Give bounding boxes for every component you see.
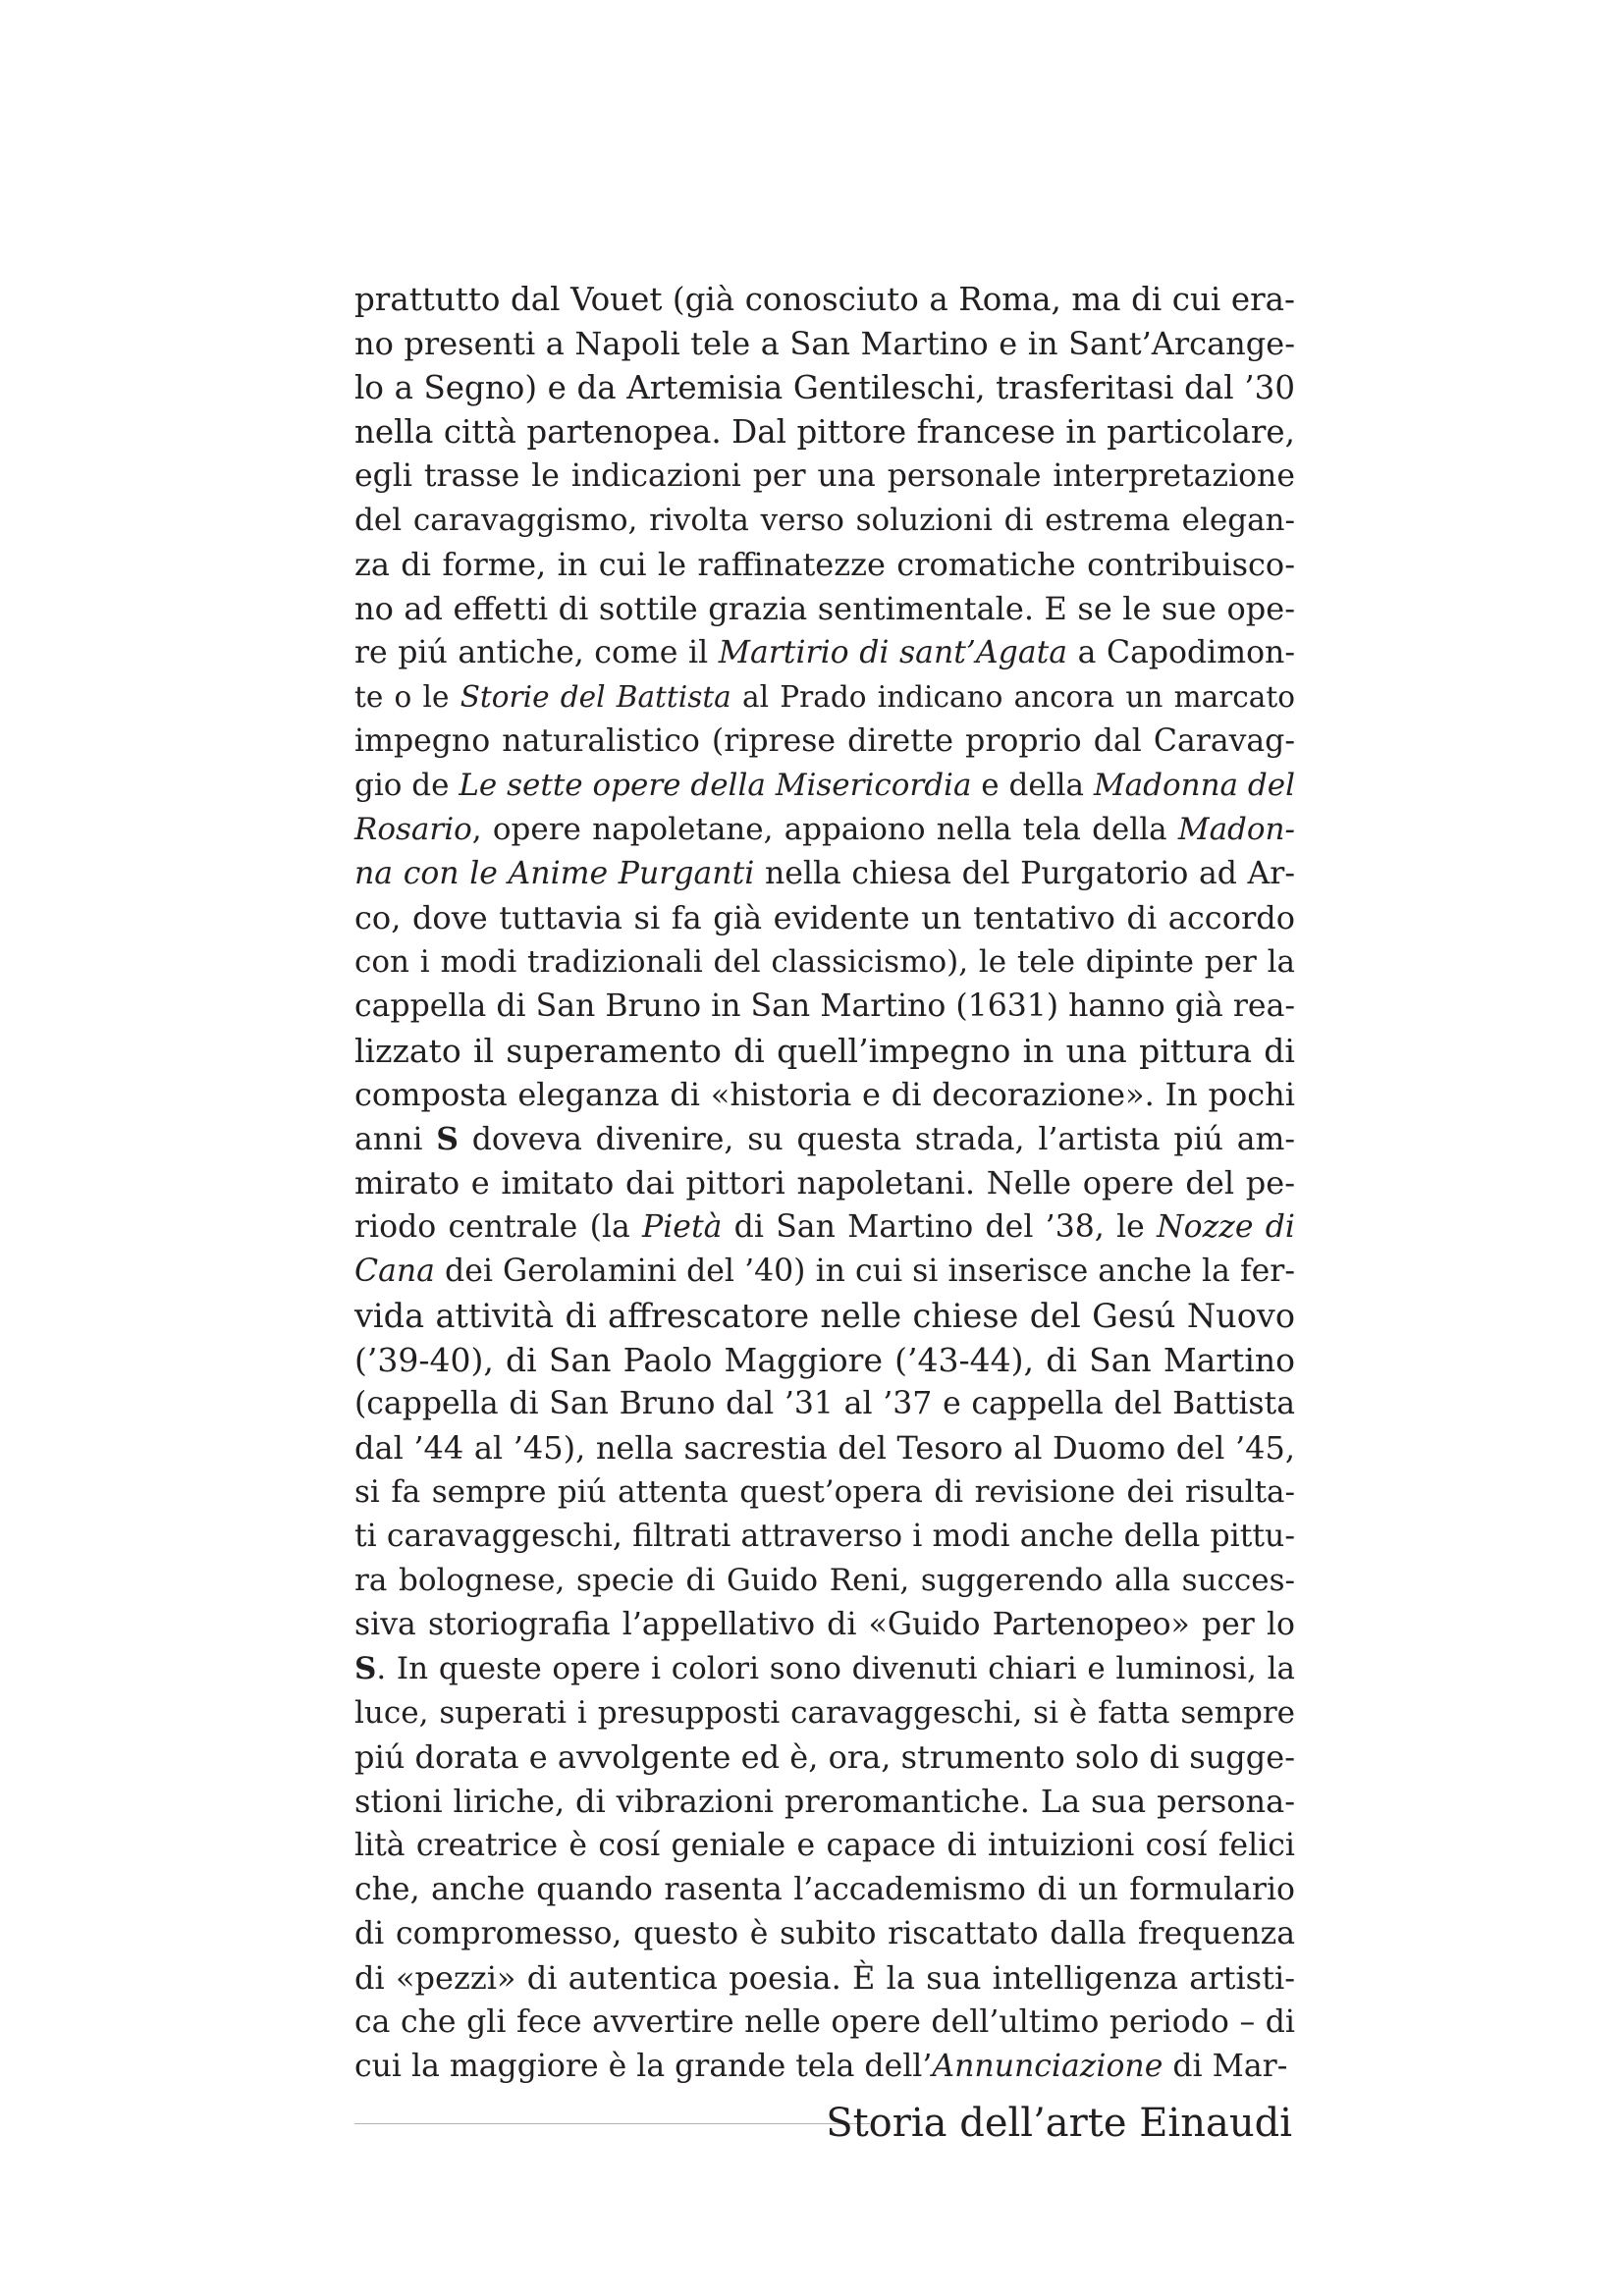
text-segment: impegno naturalistico (riprese dirette proprio dal Caravag- <box>354 723 1295 759</box>
text-segment: lo a Segno) e da Artemisia Gentileschi, trasferitasi dal ’30 <box>354 369 1295 406</box>
italic-text: Cana <box>354 1254 435 1289</box>
italic-text: Madon- <box>1177 812 1295 847</box>
text-segment: e della <box>971 768 1094 803</box>
text-line <box>354 1250 1295 1294</box>
footer-title: Storia dell’arte Einaudi <box>826 2101 1292 2146</box>
text-segment: riodo centrale (la <box>354 1209 643 1245</box>
text-line <box>354 1868 1295 1912</box>
text-line <box>354 366 1295 410</box>
text-line <box>354 1205 1295 1250</box>
italic-text: Madonna del <box>1093 768 1295 803</box>
text-segment: luce, superati i presupposti caravaggeschi, si è fatta sempre <box>354 1695 1295 1731</box>
text-segment: che, anche quando rasenta l’accademismo di un formulario <box>354 1872 1295 1907</box>
text-line <box>354 1515 1295 1559</box>
text-line <box>354 1382 1295 1426</box>
text-segment: nella città partenopea. Dal pittore francese in particolare, <box>354 413 1295 451</box>
text-line <box>354 1647 1295 1691</box>
text-line <box>354 764 1295 808</box>
text-line <box>354 675 1295 720</box>
text-segment: ra bolognese, specie di Guido Reni, suggerendo alla succes- <box>354 1563 1295 1598</box>
text-segment: piú dorata e avvolgente ed è, ora, strumento solo di sugge- <box>354 1738 1295 1776</box>
text-line <box>354 1117 1295 1161</box>
text-line <box>354 2045 1295 2089</box>
text-segment: cui la maggiore è la grande tela dell’ <box>354 2049 933 2084</box>
text-segment: no presenti a Napoli tele a San Martino e in Sant’Arcange- <box>354 325 1295 362</box>
text-segment: si fa sempre piú attenta quest’opera di revisione dei risulta- <box>354 1474 1295 1510</box>
text-segment: al Prado indicano ancora un marcato <box>730 680 1295 714</box>
text-segment: dal ’44 al ’45), nella sacrestia del Tesoro al Duomo del ’45, <box>354 1429 1295 1467</box>
text-line <box>354 2001 1295 2045</box>
text-line <box>354 1161 1295 1205</box>
text-line <box>354 1735 1295 1780</box>
bold-text: S <box>436 1121 459 1157</box>
text-segment: stioni liriche, di vibrazioni preromantiche. La sua persona- <box>354 1783 1295 1820</box>
text-line <box>354 1912 1295 1956</box>
text-segment: siva storiografia l’appellativo di «Guido Partenopeo» per lo <box>354 1607 1295 1642</box>
text-segment: prattutto dal Vouet (già conosciuto a Roma, ma di cui era- <box>354 281 1295 318</box>
text-segment: re piú antiche, come il <box>354 635 719 670</box>
text-line <box>354 1603 1295 1647</box>
text-segment: te o le <box>354 680 460 714</box>
text-line <box>354 1780 1295 1824</box>
text-line <box>354 278 1295 322</box>
text-line <box>354 1559 1295 1603</box>
text-segment: di Mar- <box>1163 2049 1288 2084</box>
body-text <box>354 278 1295 2089</box>
italic-text: Annunciazione <box>932 2049 1163 2084</box>
text-line <box>354 940 1295 985</box>
text-line <box>354 1691 1295 1735</box>
text-segment: del caravaggismo, rivolta verso soluzioni di estrema elegan- <box>354 503 1295 538</box>
text-segment: di «pezzi» di autentica poesia. È la sua intelligenza artisti- <box>354 1959 1295 1997</box>
text-line <box>354 1029 1295 1073</box>
text-segment: di San Martino del ’38, le <box>722 1209 1158 1245</box>
text-segment: vida attività di affrescatore nelle chiese del Gesú Nuovo <box>354 1297 1295 1335</box>
text-line <box>354 896 1295 940</box>
text-segment: lizzato il superamento di quell’impegno in una pittura di <box>354 1032 1295 1070</box>
text-segment: (cappella di San Bruno dal ’31 al ’37 e cappella del Battista <box>354 1386 1295 1421</box>
text-segment: di compromesso, questo è subito riscattato dalla frequenza <box>354 1916 1295 1951</box>
text-segment: (’39-40), di San Paolo Maggiore (’43-44), di San Martino <box>354 1341 1295 1379</box>
text-line <box>354 631 1295 675</box>
text-segment: mirato e imitato dai pittori napoletani. Nelle opere del pe- <box>354 1164 1295 1201</box>
text-segment: con i modi tradizionali del classicismo), le tele dipinte per la <box>354 944 1295 980</box>
text-segment: lità creatrice è cosí geniale e capace di intuizioni cosí felici <box>354 1828 1295 1863</box>
text-segment: anni <box>354 1122 437 1157</box>
text-line <box>354 499 1295 543</box>
text-line <box>354 1470 1295 1515</box>
text-line <box>354 1073 1295 1117</box>
text-segment: cappella di San Bruno in San Martino (1631) hanno già rea- <box>354 988 1295 1024</box>
italic-text: Martirio di sant’Agata <box>718 635 1068 670</box>
text-segment: composta eleganza di «historia e di decorazione». In pochi <box>354 1076 1295 1113</box>
text-segment: gio de <box>354 768 460 803</box>
text-line <box>354 454 1295 499</box>
italic-text: Nozze di <box>1157 1209 1295 1245</box>
text-segment: doveva divenire, su questa strada, l’artista piú am- <box>458 1122 1295 1157</box>
italic-text: Pietà <box>642 1209 723 1245</box>
italic-text: Storie del Battista <box>460 680 731 714</box>
footer-rule <box>354 2123 870 2124</box>
text-line <box>354 985 1295 1029</box>
text-line <box>354 808 1295 852</box>
text-line <box>354 1426 1295 1470</box>
text-segment: a Capodimon- <box>1067 635 1295 670</box>
text-segment: ti caravaggeschi, filtrati attraverso i modi anche della pittu- <box>354 1519 1295 1554</box>
text-line <box>354 410 1295 454</box>
text-line <box>354 852 1295 896</box>
text-line <box>354 720 1295 764</box>
text-line <box>354 587 1295 631</box>
text-line <box>354 543 1295 587</box>
text-segment: co, dove tuttavia si fa già evidente un tentativo di accordo <box>354 899 1295 936</box>
bold-text: S <box>354 1651 377 1686</box>
text-segment: nella chiesa del Purgatorio ad Ar- <box>754 856 1295 891</box>
text-line <box>354 1338 1295 1382</box>
text-segment: za di forme, in cui le raffinatezze cromatiche contribuisco- <box>354 546 1295 583</box>
text-line <box>354 1824 1295 1868</box>
text-segment: no ad effetti di sottile grazia sentimentale. E se le sue ope- <box>354 590 1295 627</box>
text-segment: dei Gerolamini del ’40) in cui si inserisce anche la fer- <box>434 1254 1295 1289</box>
text-segment: . In queste opere i colori sono divenuti chiari e luminosi, la <box>376 1651 1295 1686</box>
text-line <box>354 322 1295 366</box>
italic-text: Rosario <box>354 812 472 847</box>
italic-text: na con le Anime Purganti <box>354 856 755 891</box>
text-segment: egli trasse le indicazioni per una personale interpretazione <box>354 458 1295 494</box>
text-line <box>354 1956 1295 2001</box>
text-segment: ca che gli fece avvertire nelle opere dell’ultimo periodo – di <box>354 2004 1295 2040</box>
italic-text: Le sette opere della Misericordia <box>459 768 972 803</box>
text-line <box>354 1294 1295 1338</box>
text-segment: , opere napoletane, appaiono nella tela della <box>471 812 1178 847</box>
